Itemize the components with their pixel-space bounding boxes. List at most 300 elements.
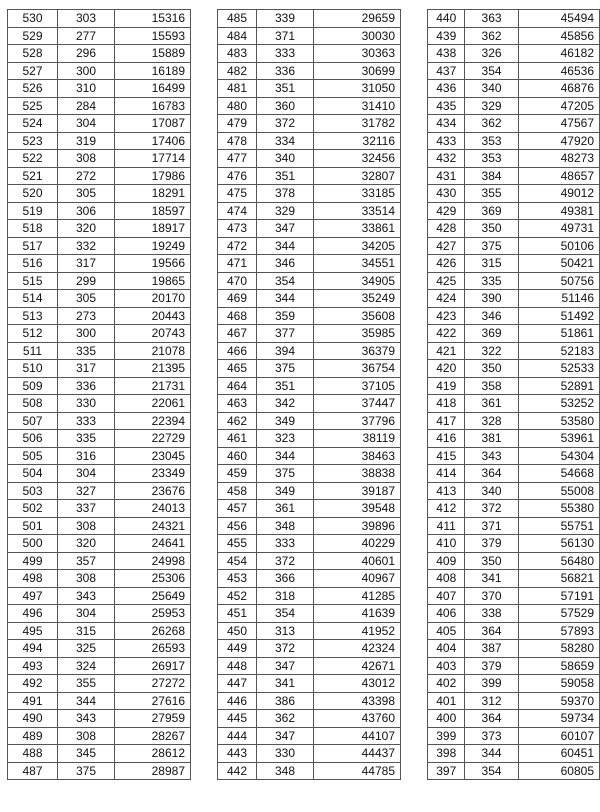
score-cell: 463 <box>218 395 257 413</box>
score-cell: 431 <box>428 167 465 185</box>
cumulative-cell: 38119 <box>314 430 401 448</box>
table-row <box>8 412 191 430</box>
table-row <box>218 132 401 150</box>
cumulative-cell: 49012 <box>518 185 599 203</box>
score-cell: 442 <box>218 762 257 780</box>
count-cell: 386 <box>257 692 314 710</box>
score-cell: 402 <box>428 675 465 693</box>
cumulative-cell: 43012 <box>314 675 401 693</box>
count-cell: 375 <box>257 360 314 378</box>
table-row <box>8 517 191 535</box>
table-row <box>428 237 600 255</box>
count-cell: 379 <box>465 657 518 675</box>
table-body <box>218 10 401 780</box>
table-row <box>428 587 600 605</box>
cumulative-cell: 25953 <box>115 605 191 623</box>
cumulative-cell: 55008 <box>518 482 599 500</box>
count-cell: 335 <box>465 272 518 290</box>
score-cell: 528 <box>8 45 58 63</box>
table-row <box>428 342 600 360</box>
score-cell: 492 <box>8 675 58 693</box>
cumulative-cell: 43398 <box>314 692 401 710</box>
score-cell: 439 <box>428 27 465 45</box>
cumulative-cell: 39548 <box>314 500 401 518</box>
count-cell: 350 <box>465 220 518 238</box>
count-cell: 303 <box>58 10 115 28</box>
score-cell: 434 <box>428 115 465 133</box>
cumulative-cell: 40967 <box>314 570 401 588</box>
table-row <box>218 657 401 675</box>
table-row <box>8 360 191 378</box>
table-row <box>218 360 401 378</box>
cumulative-cell: 50421 <box>518 255 599 273</box>
score-cell: 529 <box>8 27 58 45</box>
table-row <box>428 710 600 728</box>
score-cell: 525 <box>8 97 58 115</box>
cumulative-cell: 20443 <box>115 307 191 325</box>
count-cell: 343 <box>58 587 115 605</box>
score-cell: 519 <box>8 202 58 220</box>
score-cell: 408 <box>428 570 465 588</box>
cumulative-cell: 17714 <box>115 150 191 168</box>
cumulative-cell: 30030 <box>314 27 401 45</box>
table-row <box>428 115 600 133</box>
cumulative-cell: 16499 <box>115 80 191 98</box>
score-cell: 401 <box>428 692 465 710</box>
cumulative-cell: 27616 <box>115 692 191 710</box>
table-row <box>428 220 600 238</box>
cumulative-cell: 53580 <box>518 412 599 430</box>
score-cell: 484 <box>218 27 257 45</box>
count-cell: 308 <box>58 570 115 588</box>
cumulative-cell: 21731 <box>115 377 191 395</box>
score-cell: 495 <box>8 622 58 640</box>
score-cell: 419 <box>428 377 465 395</box>
count-cell: 354 <box>257 605 314 623</box>
count-cell: 317 <box>58 360 115 378</box>
count-cell: 313 <box>257 622 314 640</box>
count-cell: 372 <box>257 115 314 133</box>
cumulative-cell: 22061 <box>115 395 191 413</box>
score-cell: 427 <box>428 237 465 255</box>
count-cell: 344 <box>257 237 314 255</box>
table-row <box>218 430 401 448</box>
count-cell: 299 <box>58 272 115 290</box>
count-cell: 371 <box>465 517 518 535</box>
count-cell: 348 <box>257 517 314 535</box>
table-row <box>428 465 600 483</box>
cumulative-cell: 19249 <box>115 237 191 255</box>
cumulative-cell: 23349 <box>115 465 191 483</box>
cumulative-cell: 31782 <box>314 115 401 133</box>
score-cell: 420 <box>428 360 465 378</box>
table-row <box>218 412 401 430</box>
table-row <box>218 167 401 185</box>
table-row <box>428 167 600 185</box>
table-row <box>8 552 191 570</box>
table-row <box>218 692 401 710</box>
table-row <box>218 465 401 483</box>
count-cell: 304 <box>58 465 115 483</box>
cumulative-cell: 19566 <box>115 255 191 273</box>
table-row <box>8 307 191 325</box>
score-cell: 412 <box>428 500 465 518</box>
count-cell: 277 <box>58 27 115 45</box>
table-row <box>8 255 191 273</box>
count-cell: 329 <box>257 202 314 220</box>
count-cell: 339 <box>257 10 314 28</box>
count-cell: 344 <box>257 447 314 465</box>
table-row <box>428 395 600 413</box>
count-cell: 369 <box>465 202 518 220</box>
table-row <box>8 202 191 220</box>
score-cell: 470 <box>218 272 257 290</box>
count-cell: 306 <box>58 202 115 220</box>
score-cell: 510 <box>8 360 58 378</box>
count-cell: 340 <box>465 80 518 98</box>
cumulative-cell: 36754 <box>314 360 401 378</box>
table-row <box>428 622 600 640</box>
score-cell: 426 <box>428 255 465 273</box>
score-cell: 497 <box>8 587 58 605</box>
score-cell: 397 <box>428 762 465 780</box>
table-row <box>428 27 600 45</box>
cumulative-cell: 46182 <box>518 45 599 63</box>
score-cell: 410 <box>428 535 465 553</box>
score-cell: 476 <box>218 167 257 185</box>
table-row <box>428 657 600 675</box>
score-cell: 458 <box>218 482 257 500</box>
table-row <box>428 97 600 115</box>
table-row <box>218 640 401 658</box>
count-cell: 377 <box>257 325 314 343</box>
table-row <box>218 220 401 238</box>
table-row <box>218 255 401 273</box>
cumulative-cell: 51861 <box>518 325 599 343</box>
cumulative-cell: 57191 <box>518 587 599 605</box>
count-cell: 273 <box>58 307 115 325</box>
score-cell: 465 <box>218 360 257 378</box>
cumulative-cell: 17986 <box>115 167 191 185</box>
score-cell: 516 <box>8 255 58 273</box>
cumulative-cell: 46536 <box>518 62 599 80</box>
count-cell: 372 <box>257 640 314 658</box>
score-cell: 411 <box>428 517 465 535</box>
count-cell: 341 <box>465 570 518 588</box>
cumulative-cell: 24321 <box>115 517 191 535</box>
cumulative-cell: 49731 <box>518 220 599 238</box>
score-cell: 460 <box>218 447 257 465</box>
score-cell: 473 <box>218 220 257 238</box>
count-cell: 347 <box>257 220 314 238</box>
cumulative-cell: 21395 <box>115 360 191 378</box>
table-row <box>8 535 191 553</box>
cumulative-cell: 47920 <box>518 132 599 150</box>
count-cell: 345 <box>58 745 115 763</box>
score-cell: 474 <box>218 202 257 220</box>
score-cell: 445 <box>218 710 257 728</box>
score-cell: 399 <box>428 727 465 745</box>
cumulative-cell: 58659 <box>518 657 599 675</box>
score-cell: 517 <box>8 237 58 255</box>
score-cell: 500 <box>8 535 58 553</box>
table-row <box>8 727 191 745</box>
score-cell: 421 <box>428 342 465 360</box>
score-cell: 407 <box>428 587 465 605</box>
score-cell: 429 <box>428 202 465 220</box>
table-row <box>8 640 191 658</box>
count-cell: 349 <box>257 412 314 430</box>
table-row <box>428 570 600 588</box>
cumulative-cell: 31410 <box>314 97 401 115</box>
score-cell: 409 <box>428 552 465 570</box>
table-row <box>428 482 600 500</box>
table-row <box>428 727 600 745</box>
count-cell: 337 <box>58 500 115 518</box>
cumulative-cell: 26593 <box>115 640 191 658</box>
count-cell: 343 <box>58 710 115 728</box>
count-cell: 369 <box>465 325 518 343</box>
count-cell: 341 <box>257 675 314 693</box>
count-cell: 364 <box>465 622 518 640</box>
table-row <box>8 430 191 448</box>
cumulative-cell: 17087 <box>115 115 191 133</box>
score-cell: 520 <box>8 185 58 203</box>
count-cell: 329 <box>465 97 518 115</box>
cumulative-cell: 29659 <box>314 10 401 28</box>
table-row <box>8 27 191 45</box>
table-row <box>218 237 401 255</box>
cumulative-cell: 32456 <box>314 150 401 168</box>
table-body <box>8 10 191 780</box>
count-cell: 372 <box>465 500 518 518</box>
cumulative-cell: 51146 <box>518 290 599 308</box>
cumulative-cell: 38463 <box>314 447 401 465</box>
table-row <box>218 10 401 28</box>
count-cell: 304 <box>58 605 115 623</box>
cumulative-cell: 37105 <box>314 377 401 395</box>
count-cell: 330 <box>257 745 314 763</box>
score-cell: 450 <box>218 622 257 640</box>
table-row <box>218 622 401 640</box>
cumulative-cell: 42324 <box>314 640 401 658</box>
table-row <box>428 10 600 28</box>
count-cell: 349 <box>257 482 314 500</box>
table-row <box>218 307 401 325</box>
cumulative-cell: 35985 <box>314 325 401 343</box>
score-cell: 432 <box>428 150 465 168</box>
cumulative-cell: 21078 <box>115 342 191 360</box>
cumulative-cell: 40601 <box>314 552 401 570</box>
table-row <box>428 202 600 220</box>
score-cell: 527 <box>8 62 58 80</box>
count-cell: 360 <box>257 97 314 115</box>
score-cell: 454 <box>218 552 257 570</box>
score-cell: 451 <box>218 605 257 623</box>
cumulative-cell: 39896 <box>314 517 401 535</box>
score-table-2 <box>217 9 401 780</box>
count-cell: 338 <box>465 605 518 623</box>
cumulative-cell: 15316 <box>115 10 191 28</box>
score-cell: 522 <box>8 150 58 168</box>
score-cell: 452 <box>218 587 257 605</box>
table-row <box>218 675 401 693</box>
cumulative-cell: 25306 <box>115 570 191 588</box>
score-cell: 423 <box>428 307 465 325</box>
count-cell: 322 <box>465 342 518 360</box>
count-cell: 375 <box>465 237 518 255</box>
score-cell: 513 <box>8 307 58 325</box>
count-cell: 347 <box>257 657 314 675</box>
count-cell: 384 <box>465 167 518 185</box>
count-cell: 399 <box>465 675 518 693</box>
score-cell: 446 <box>218 692 257 710</box>
count-cell: 351 <box>257 167 314 185</box>
table-body <box>428 10 600 780</box>
score-cell: 515 <box>8 272 58 290</box>
table-row <box>218 115 401 133</box>
score-cell: 487 <box>8 762 58 780</box>
cumulative-cell: 40229 <box>314 535 401 553</box>
score-cell: 523 <box>8 132 58 150</box>
cumulative-cell: 55751 <box>518 517 599 535</box>
cumulative-cell: 28267 <box>115 727 191 745</box>
count-cell: 351 <box>257 80 314 98</box>
table-row <box>8 692 191 710</box>
table-row <box>218 185 401 203</box>
cumulative-cell: 41639 <box>314 605 401 623</box>
table-row <box>218 570 401 588</box>
table-row <box>428 307 600 325</box>
table-row <box>8 395 191 413</box>
cumulative-cell: 59734 <box>518 710 599 728</box>
score-cell: 428 <box>428 220 465 238</box>
table-row <box>428 412 600 430</box>
cumulative-cell: 19865 <box>115 272 191 290</box>
score-cell: 444 <box>218 727 257 745</box>
cumulative-cell: 32807 <box>314 167 401 185</box>
count-cell: 333 <box>257 535 314 553</box>
cumulative-cell: 22729 <box>115 430 191 448</box>
count-cell: 344 <box>58 692 115 710</box>
count-cell: 371 <box>257 27 314 45</box>
table-row <box>8 587 191 605</box>
cumulative-cell: 47567 <box>518 115 599 133</box>
score-cell: 467 <box>218 325 257 343</box>
count-cell: 316 <box>58 447 115 465</box>
cumulative-cell: 36379 <box>314 342 401 360</box>
score-cell: 511 <box>8 342 58 360</box>
cumulative-cell: 33185 <box>314 185 401 203</box>
score-cell: 490 <box>8 710 58 728</box>
table-row <box>428 255 600 273</box>
table-row <box>428 762 600 780</box>
cumulative-cell: 26268 <box>115 622 191 640</box>
cumulative-cell: 44107 <box>314 727 401 745</box>
score-cell: 457 <box>218 500 257 518</box>
table-row <box>8 622 191 640</box>
score-cell: 505 <box>8 447 58 465</box>
score-cell: 524 <box>8 115 58 133</box>
cumulative-cell: 15889 <box>115 45 191 63</box>
score-cell: 438 <box>428 45 465 63</box>
score-cell: 418 <box>428 395 465 413</box>
table-row <box>218 342 401 360</box>
cumulative-cell: 56130 <box>518 535 599 553</box>
count-cell: 390 <box>465 290 518 308</box>
score-cell: 518 <box>8 220 58 238</box>
count-cell: 328 <box>465 412 518 430</box>
table-row <box>8 45 191 63</box>
count-cell: 346 <box>465 307 518 325</box>
table-row <box>428 745 600 763</box>
cumulative-cell: 37796 <box>314 412 401 430</box>
score-cell: 488 <box>8 745 58 763</box>
count-cell: 375 <box>58 762 115 780</box>
score-cell: 440 <box>428 10 465 28</box>
cumulative-cell: 33861 <box>314 220 401 238</box>
cumulative-cell: 31050 <box>314 80 401 98</box>
score-cell: 464 <box>218 377 257 395</box>
score-cell: 468 <box>218 307 257 325</box>
score-cell: 491 <box>8 692 58 710</box>
score-table-1 <box>7 9 191 780</box>
table-row <box>8 500 191 518</box>
score-cell: 443 <box>218 745 257 763</box>
table-row <box>8 115 191 133</box>
score-cell: 503 <box>8 482 58 500</box>
count-cell: 364 <box>465 465 518 483</box>
score-cell: 479 <box>218 115 257 133</box>
cumulative-cell: 23676 <box>115 482 191 500</box>
cumulative-cell: 49381 <box>518 202 599 220</box>
cumulative-cell: 53252 <box>518 395 599 413</box>
table-row <box>8 272 191 290</box>
score-cell: 453 <box>218 570 257 588</box>
table-row <box>8 465 191 483</box>
score-cell: 501 <box>8 517 58 535</box>
count-cell: 296 <box>58 45 115 63</box>
count-cell: 312 <box>465 692 518 710</box>
score-cell: 506 <box>8 430 58 448</box>
count-cell: 333 <box>257 45 314 63</box>
count-cell: 320 <box>58 535 115 553</box>
table-row <box>8 62 191 80</box>
score-cell: 498 <box>8 570 58 588</box>
count-cell: 326 <box>465 45 518 63</box>
table-row <box>8 10 191 28</box>
table-row <box>8 150 191 168</box>
score-cell: 456 <box>218 517 257 535</box>
cumulative-cell: 54668 <box>518 465 599 483</box>
cumulative-cell: 59370 <box>518 692 599 710</box>
count-cell: 308 <box>58 150 115 168</box>
cumulative-cell: 33514 <box>314 202 401 220</box>
cumulative-cell: 45494 <box>518 10 599 28</box>
score-cell: 435 <box>428 97 465 115</box>
count-cell: 340 <box>465 482 518 500</box>
score-cell: 469 <box>218 290 257 308</box>
score-cell: 403 <box>428 657 465 675</box>
count-cell: 361 <box>465 395 518 413</box>
cumulative-cell: 18597 <box>115 202 191 220</box>
score-cell: 485 <box>218 10 257 28</box>
score-cell: 404 <box>428 640 465 658</box>
score-cell: 424 <box>428 290 465 308</box>
cumulative-cell: 53961 <box>518 430 599 448</box>
table-row <box>218 202 401 220</box>
table-row <box>8 220 191 238</box>
